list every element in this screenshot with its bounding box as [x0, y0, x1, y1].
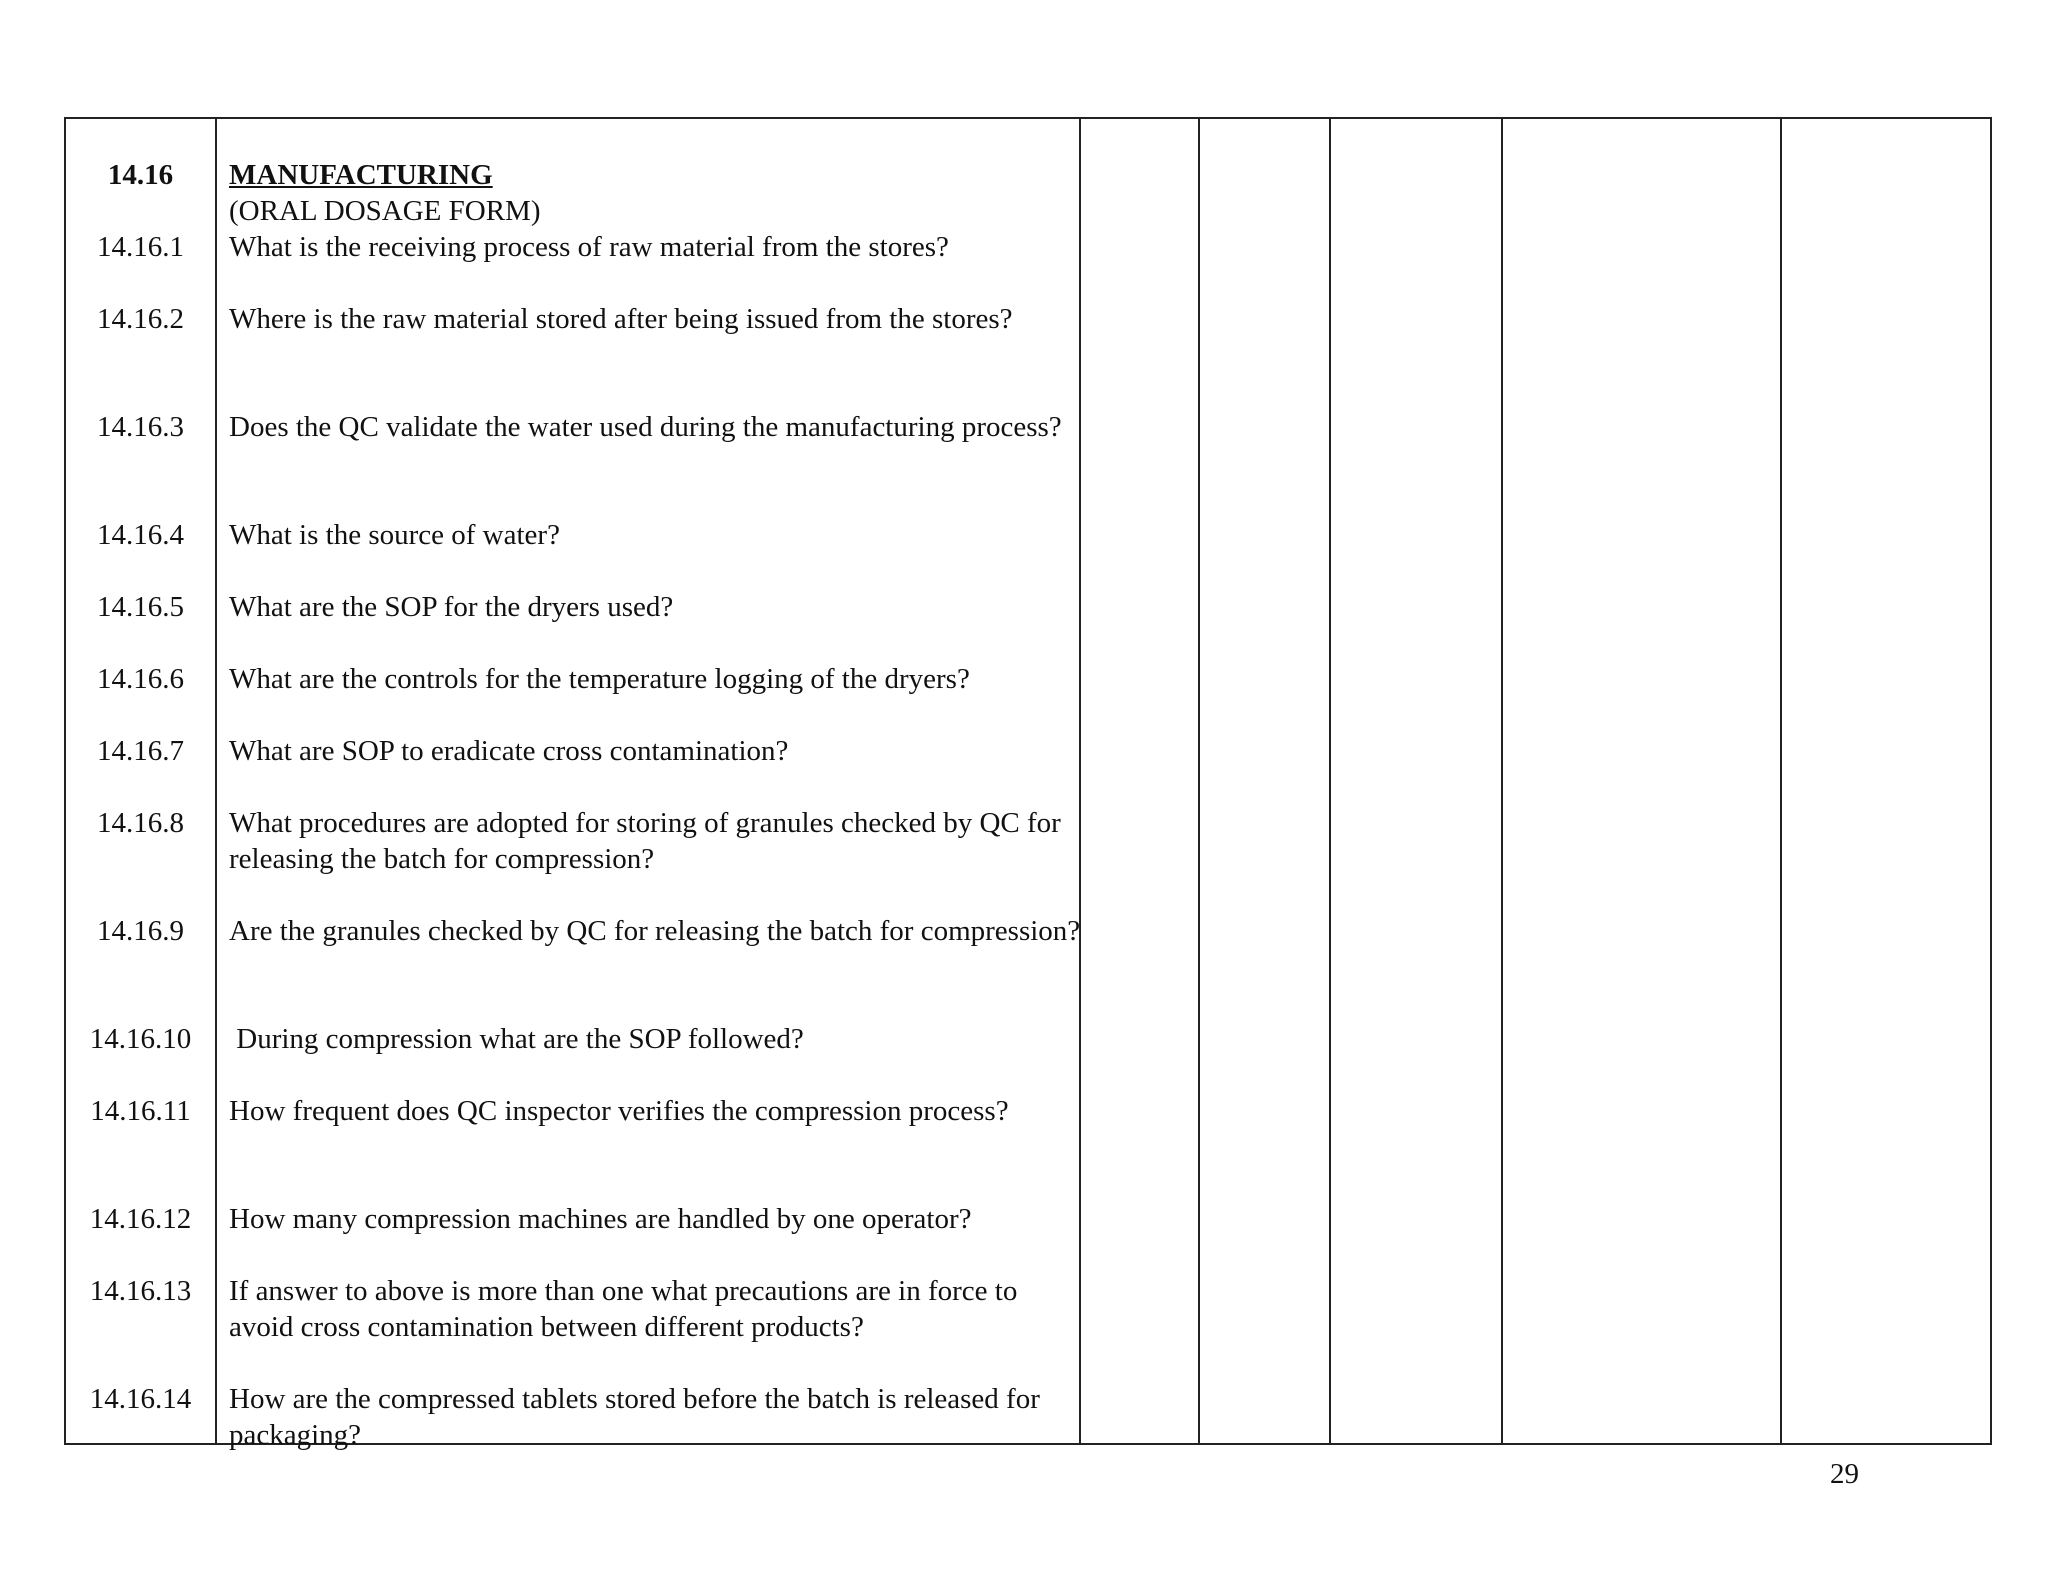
- column-divider: [1198, 119, 1200, 1443]
- column-divider: [1780, 119, 1782, 1443]
- section-title: MANUFACTURING: [229, 159, 493, 191]
- item-number: 14.16.11: [90, 1095, 191, 1127]
- item-number: 14.16.3: [97, 411, 184, 443]
- item-question: What is the receiving process of raw material from the stores?: [229, 231, 949, 263]
- item-number: 14.16.14: [89, 1383, 192, 1415]
- item-number: 14.16.10: [89, 1023, 192, 1055]
- item-question: How are the compressed tablets stored before the batch is released for packaging?: [229, 1383, 1040, 1451]
- column-divider: [1329, 119, 1331, 1443]
- item-number: 14.16.5: [97, 591, 184, 623]
- item-number: 14.16.9: [97, 915, 184, 947]
- item-number: 14.16.4: [97, 519, 184, 551]
- item-number: 14.16.12: [89, 1203, 192, 1235]
- item-number: 14.16.8: [97, 807, 184, 839]
- item-number: 14.16.7: [97, 735, 184, 767]
- section-number: 14.16: [107, 159, 174, 191]
- item-number: 14.16.13: [89, 1275, 192, 1307]
- item-question: How frequent does QC inspector verifies the compression process?: [229, 1095, 1009, 1127]
- page-number: 29: [1830, 1458, 1859, 1490]
- item-number: 14.16.6: [97, 663, 184, 695]
- item-question: Does the QC validate the water used during the manufacturing process?: [229, 411, 1062, 443]
- item-question: How many compression machines are handled by one operator?: [229, 1203, 972, 1235]
- item-question: What are the SOP for the dryers used?: [229, 591, 674, 623]
- item-number: 14.16.1: [97, 231, 184, 263]
- item-question: During compression what are the SOP followed?: [229, 1023, 804, 1055]
- item-question: What are SOP to eradicate cross contamination?: [229, 735, 789, 767]
- item-question: What is the source of water?: [229, 519, 560, 551]
- section-subtitle: (ORAL DOSAGE FORM): [229, 195, 541, 227]
- item-question: Are the granules checked by QC for releasing the batch for compression?: [229, 915, 1081, 947]
- column-divider: [215, 119, 217, 1443]
- item-question: What are the controls for the temperature logging of the dryers?: [229, 663, 970, 695]
- column-divider: [1501, 119, 1503, 1443]
- item-question: What procedures are adopted for storing of granules checked by QC for releasing the batch for compression?: [229, 807, 1061, 875]
- checklist-table: [64, 117, 1992, 1451]
- item-question: Where is the raw material stored after being issued from the stores?: [229, 303, 1013, 335]
- item-number: 14.16.2: [97, 303, 184, 335]
- item-question: If answer to above is more than one what precautions are in force to avoid cross contamination between different products?: [229, 1275, 1018, 1343]
- section-heading: [229, 157, 1089, 229]
